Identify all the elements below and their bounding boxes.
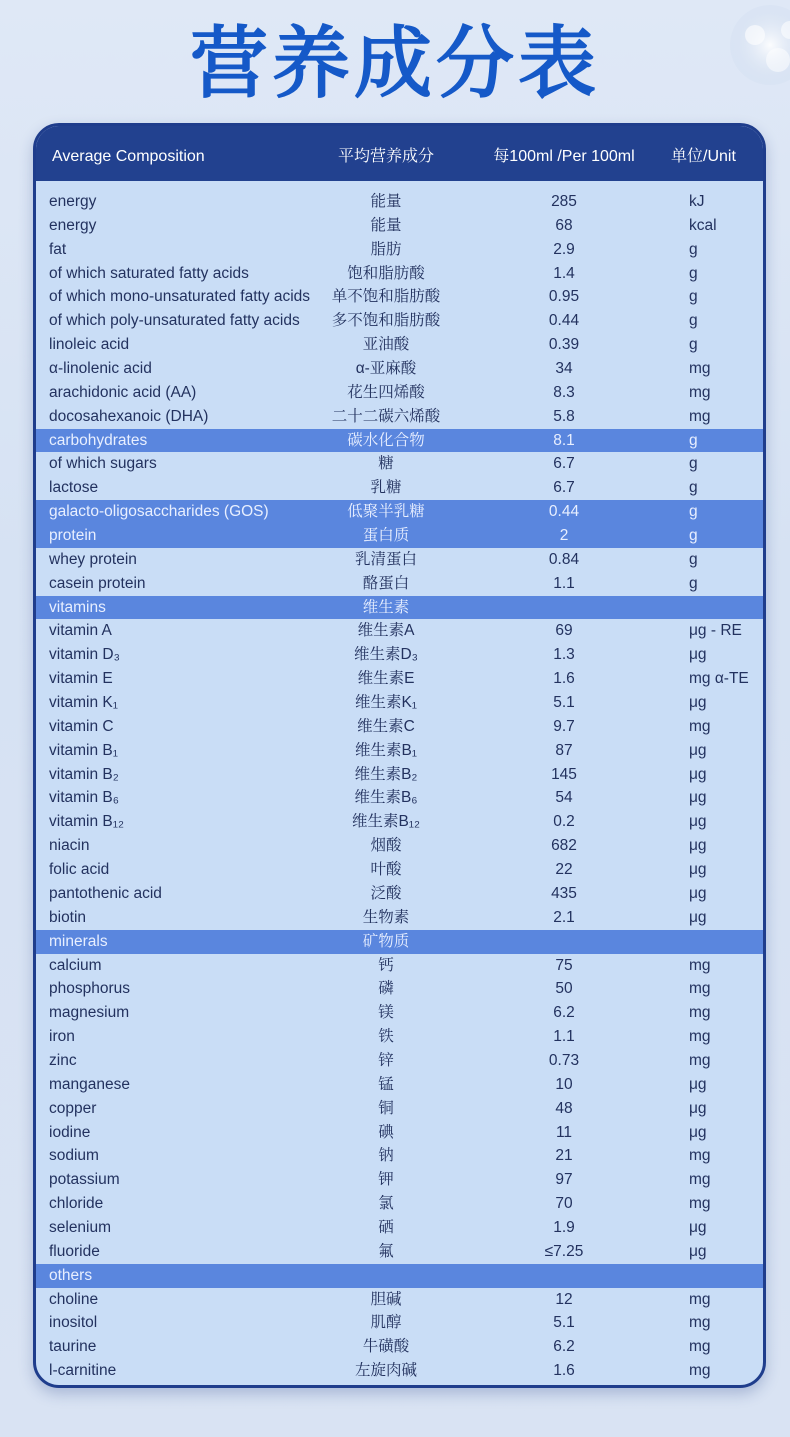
nutrient-unit: g — [689, 312, 698, 330]
nutrient-name: folic acid — [49, 861, 110, 879]
nutrient-name: choline — [49, 1290, 99, 1308]
nutrition-table — [33, 123, 766, 1388]
nutrient-name-cn: 维生素B₁ — [354, 741, 418, 759]
nutrient-unit: μg — [689, 1242, 707, 1260]
nutrient-unit: mg — [689, 1051, 711, 1069]
nutrient-name: carbohydrates — [49, 431, 148, 449]
nutrient-unit: μg — [689, 884, 707, 902]
nutrient-name-cn: 钾 — [378, 1171, 394, 1189]
nutrient-unit: μg — [689, 741, 707, 759]
nutrient-name-cn: 维生素 — [362, 598, 410, 616]
nutrient-unit: mg — [689, 980, 711, 998]
nutrient-value: 2.1 — [553, 908, 575, 926]
nutrient-unit: g — [689, 574, 698, 592]
nutrient-name-cn: 硒 — [378, 1218, 394, 1236]
nutrient-name: vitamin B₂ — [49, 765, 119, 783]
table-row — [36, 190, 763, 214]
nutrient-unit: mg — [689, 1004, 711, 1022]
page-title: 营养成分表 — [189, 19, 600, 109]
table-row — [36, 1073, 763, 1097]
nutrient-value: 0.39 — [548, 336, 580, 354]
table-row — [36, 1168, 763, 1192]
table-row — [36, 262, 763, 286]
table-row — [36, 214, 763, 238]
table-row — [36, 1144, 763, 1168]
nutrient-name-cn: 烟酸 — [370, 837, 402, 855]
nutrient-unit: kJ — [689, 193, 705, 210]
nutrient-name-cn: 钠 — [378, 1147, 394, 1165]
nutrient-name: whey protein — [49, 550, 137, 568]
nutrient-value: 75 — [555, 956, 573, 974]
nutrient-name: potassium — [49, 1171, 120, 1189]
nutrient-name: vitamin E — [49, 670, 113, 688]
nutrient-name: docosahexanoic (DHA) — [49, 407, 209, 425]
nutrient-name-cn: 镁 — [378, 1004, 394, 1022]
nutrient-value: 2 — [559, 527, 569, 545]
nutrient-name: lactose — [49, 479, 99, 497]
nutrient-value: 68 — [555, 216, 573, 234]
nutrient-value: 6.2 — [553, 1004, 575, 1022]
nutrient-name: taurine — [49, 1338, 97, 1356]
nutrient-value: 1.6 — [553, 1362, 575, 1380]
nutrient-unit: g — [689, 503, 698, 521]
nutrient-name-cn: 钙 — [378, 956, 394, 974]
nutrient-name-cn: 磷 — [378, 980, 394, 998]
nutrient-name-cn: 单不饱和脂肪酸 — [331, 288, 441, 306]
nutrient-name: biotin — [49, 908, 87, 926]
nutrient-name: minerals — [49, 932, 108, 950]
nutrient-unit: mg — [689, 1195, 711, 1213]
nutrient-value: 6.2 — [553, 1338, 575, 1356]
nutrient-value: 34 — [555, 360, 573, 378]
nutrient-unit: μg — [689, 861, 707, 879]
nutrient-unit: g — [689, 336, 698, 354]
table-row — [36, 643, 763, 667]
nutrient-name: magnesium — [49, 1004, 130, 1022]
nutrient-name: vitamin A — [49, 622, 112, 640]
nutrient-name: pantothenic acid — [49, 884, 162, 902]
section-header-row — [36, 596, 763, 620]
nutrient-name: of which sugars — [49, 455, 157, 473]
nutrient-unit: mg — [689, 1338, 711, 1356]
nutrient-name: vitamins — [49, 598, 106, 616]
table-row — [36, 548, 763, 572]
nutrient-value: 0.84 — [548, 550, 580, 568]
nutrient-name-cn: 维生素B₆ — [354, 789, 418, 807]
nutrient-value: 22 — [555, 861, 573, 879]
nutrient-name: niacin — [49, 837, 90, 855]
section-header-row — [36, 1264, 763, 1288]
nutrient-value: 21 — [555, 1147, 573, 1165]
nutrient-name: of which saturated fatty acids — [49, 264, 249, 282]
nutrient-unit: g — [689, 288, 698, 306]
nutrient-unit: μg — [689, 908, 707, 926]
table-row — [36, 1192, 763, 1216]
nutrient-unit: mg — [689, 1314, 711, 1332]
nutrient-unit: g — [689, 550, 698, 568]
nutrient-unit: g — [689, 479, 698, 497]
table-row — [36, 977, 763, 1001]
table-row — [36, 1001, 763, 1025]
nutrient-name-cn: 脂肪 — [370, 240, 402, 258]
nutrient-value: 97 — [555, 1171, 573, 1189]
nutrient-value: 0.44 — [548, 503, 580, 521]
nutrient-name-cn: 维生素E — [357, 670, 415, 688]
header-average-composition: Average Composition — [52, 148, 205, 165]
nutrient-name-cn: 饱和脂肪酸 — [347, 264, 425, 282]
nutrient-unit: g — [689, 431, 698, 449]
table-body — [36, 190, 763, 1383]
nutrient-name-cn: 酪蛋白 — [362, 574, 410, 592]
table-row — [36, 572, 763, 596]
nutrient-unit: g — [689, 264, 698, 282]
nutrient-name-cn: 维生素D₃ — [353, 646, 418, 664]
nutrient-unit: μg — [689, 813, 707, 831]
nutrient-name: chloride — [49, 1195, 104, 1213]
table-row — [36, 1216, 763, 1240]
nutrient-name-cn: 胆碱 — [370, 1290, 402, 1308]
nutrient-name: inositol — [49, 1314, 98, 1332]
table-row — [36, 1049, 763, 1073]
nutrient-name: arachidonic acid (AA) — [49, 383, 197, 401]
nutrient-name: casein protein — [49, 574, 146, 592]
table-row — [36, 739, 763, 763]
nutrient-name-cn: 牛磺酸 — [362, 1338, 410, 1356]
nutrient-value: 70 — [555, 1195, 573, 1213]
nutrient-value: 0.44 — [548, 312, 580, 330]
section-header-row — [36, 429, 763, 453]
table-row — [36, 715, 763, 739]
nutrient-unit: μg — [689, 1075, 707, 1093]
nutrient-unit: mg — [689, 360, 711, 378]
nutrient-value: 5.1 — [553, 694, 575, 712]
nutrient-name: l-carnitine — [49, 1362, 117, 1380]
table-row — [36, 1335, 763, 1359]
table-row — [36, 1288, 763, 1312]
nutrient-name: of which mono-unsaturated fatty acids — [49, 288, 311, 306]
nutrient-name: others — [49, 1266, 93, 1284]
table-header — [36, 126, 763, 181]
nutrient-name-cn: 蛋白质 — [362, 527, 410, 545]
nutrient-value: 1.1 — [553, 574, 575, 592]
table-row — [36, 906, 763, 930]
nutrient-unit: mg — [689, 1171, 711, 1189]
nutrient-name: of which poly-unsaturated fatty acids — [49, 312, 300, 330]
nutrient-value: 8.3 — [553, 383, 575, 401]
nutrient-name-cn: 乳糖 — [370, 479, 402, 497]
nutrient-name-cn: 锌 — [378, 1051, 394, 1069]
table-row — [36, 858, 763, 882]
nutrient-name-cn: 二十二碳六烯酸 — [331, 407, 441, 425]
nutrient-name: manganese — [49, 1075, 131, 1093]
table-row — [36, 405, 763, 429]
nutrient-unit: mg — [689, 1290, 711, 1308]
nutrient-unit: g — [689, 455, 698, 473]
section-header-row — [36, 500, 763, 524]
nutrient-name: vitamin B₆ — [49, 789, 119, 807]
nutrient-name-cn: 肌醇 — [370, 1314, 402, 1332]
nutrient-name-cn: 碘 — [378, 1123, 394, 1141]
nutrient-name-cn: 维生素A — [357, 622, 415, 640]
nutrient-name-cn: 花生四烯酸 — [347, 383, 425, 401]
table-row — [36, 1121, 763, 1145]
nutrient-name: selenium — [49, 1218, 112, 1236]
nutrient-unit: g — [689, 527, 698, 545]
table-row — [36, 763, 763, 787]
nutrient-name: galacto-oligosaccharides (GOS) — [49, 503, 269, 521]
nutrient-name: vitamin K₁ — [49, 694, 118, 712]
nutrient-value: 0.73 — [548, 1051, 580, 1069]
nutrient-name: zinc — [49, 1051, 77, 1069]
nutrient-name-cn: 矿物质 — [362, 932, 410, 950]
nutrient-unit: mg — [689, 1028, 711, 1046]
nutrient-name-cn: 铁 — [378, 1028, 394, 1046]
nutrient-name: fluoride — [49, 1242, 100, 1260]
nutrient-name-cn: 糖 — [378, 455, 394, 473]
nutrient-name-cn: 叶酸 — [370, 861, 402, 879]
table-row — [36, 667, 763, 691]
header-per-100ml: 每100ml /Per 100ml — [493, 148, 635, 165]
nutrient-name: vitamin B₁ — [49, 741, 118, 759]
nutrient-name: iodine — [49, 1123, 91, 1141]
nutrient-unit: μg — [689, 837, 707, 855]
nutrient-name: sodium — [49, 1147, 99, 1165]
nutrient-name-cn: 乳清蛋白 — [354, 550, 417, 568]
nutrient-name: phosphorus — [49, 980, 131, 998]
nutrient-value: 69 — [555, 622, 573, 640]
nutrient-unit: mg — [689, 1147, 711, 1165]
nutrient-name: copper — [49, 1099, 97, 1117]
nutrient-value: 50 — [555, 980, 573, 998]
section-header-row — [36, 524, 763, 548]
table-row — [36, 954, 763, 978]
table-row — [36, 619, 763, 643]
table-row — [36, 285, 763, 309]
table-row — [36, 1240, 763, 1264]
nutrient-unit: mg — [689, 383, 711, 401]
nutrient-unit: μg — [689, 765, 707, 783]
nutrient-name-cn: α-亚麻酸 — [355, 360, 417, 378]
nutrient-value: 9.7 — [553, 717, 575, 735]
nutrient-name: α-linolenic acid — [49, 360, 152, 378]
nutrient-unit: μg - RE — [689, 622, 742, 640]
table-row — [36, 1025, 763, 1049]
nutrient-name-cn: 维生素C — [357, 717, 415, 735]
nutrient-value: 1.1 — [553, 1028, 575, 1046]
nutrient-name-cn: 维生素B₁₂ — [351, 813, 421, 831]
header-unit: 单位/Unit — [671, 148, 736, 165]
nutrient-value: 682 — [551, 837, 577, 855]
nutrient-value: 1.9 — [553, 1218, 575, 1236]
table-row — [36, 691, 763, 715]
nutrient-name-cn: 能量 — [370, 216, 402, 234]
nutrient-value: 435 — [551, 884, 577, 902]
nutrient-value: 0.95 — [548, 288, 580, 306]
nutrient-name: calcium — [49, 956, 102, 974]
nutrient-unit: g — [689, 240, 698, 258]
nutrient-name-cn: 锰 — [378, 1075, 394, 1093]
nutrient-value: 5.1 — [553, 1314, 575, 1332]
nutrient-name-cn: 能量 — [370, 193, 402, 210]
table-row — [36, 452, 763, 476]
nutrient-value: 54 — [555, 789, 573, 807]
nutrient-value: 48 — [555, 1099, 573, 1117]
table-row — [36, 786, 763, 810]
table-row — [36, 834, 763, 858]
nutrient-value: 145 — [551, 765, 577, 783]
nutrient-unit: mg — [689, 407, 711, 425]
nutrient-name-cn: 低聚半乳糖 — [347, 503, 425, 521]
table-row — [36, 333, 763, 357]
nutrient-name: energy — [49, 216, 97, 234]
nutrient-value: 12 — [555, 1290, 573, 1308]
table-row — [36, 309, 763, 333]
nutrient-name: vitamin C — [49, 717, 114, 735]
nutrient-value: 6.7 — [553, 455, 575, 473]
nutrient-value: 2.9 — [553, 240, 575, 258]
nutrient-name: energy — [49, 193, 97, 210]
nutrient-name-cn: 氟 — [378, 1242, 394, 1260]
nutrient-name: vitamin B₁₂ — [49, 813, 124, 831]
nutrient-name: linoleic acid — [49, 336, 130, 354]
table-row — [36, 1311, 763, 1335]
nutrient-name-cn: 氯 — [378, 1195, 394, 1213]
nutrient-name: vitamin D₃ — [49, 646, 120, 664]
nutrient-name-cn: 维生素B₂ — [354, 765, 418, 783]
nutrient-value: 0.2 — [553, 813, 575, 831]
nutrient-name: protein — [49, 527, 97, 545]
nutrient-unit: mg — [689, 1362, 711, 1380]
nutrient-value: 1.3 — [553, 646, 575, 664]
table-row — [36, 381, 763, 405]
nutrient-unit: μg — [689, 1218, 707, 1236]
table-row — [36, 882, 763, 906]
nutrient-value: 11 — [555, 1123, 573, 1141]
nutrient-name-cn: 亚油酸 — [362, 336, 410, 354]
nutrient-value: 10 — [555, 1075, 573, 1093]
nutrient-name-cn: 维生素K₁ — [354, 694, 418, 712]
nutrient-value: 1.6 — [553, 670, 575, 688]
nutrient-unit: μg — [689, 694, 707, 712]
nutrient-value: 285 — [551, 193, 577, 210]
nutrient-value: 6.7 — [553, 479, 575, 497]
nutrient-unit: mg — [689, 956, 711, 974]
nutrient-name-cn: 铜 — [378, 1099, 394, 1117]
nutrient-value: 5.8 — [553, 407, 575, 425]
table-row — [36, 1359, 763, 1383]
nutrient-unit: mg — [689, 717, 711, 735]
table-row — [36, 1097, 763, 1121]
nutrient-unit: μg — [689, 1099, 707, 1117]
nutrient-value: 1.4 — [553, 264, 575, 282]
nutrient-unit: μg — [689, 789, 707, 807]
table-row — [36, 810, 763, 834]
nutrient-name-cn: 左旋肉碱 — [354, 1362, 417, 1380]
nutrient-name: fat — [49, 240, 67, 258]
nutrient-unit: kcal — [689, 216, 717, 234]
nutrient-name: iron — [49, 1028, 75, 1046]
nutrient-value: 87 — [555, 741, 573, 759]
nutrient-name-cn: 泛酸 — [370, 884, 402, 902]
nutrient-value: ≤7.25 — [544, 1242, 584, 1260]
nutrient-name-cn: 碳水化合物 — [347, 431, 425, 449]
nutrient-name-cn: 多不饱和脂肪酸 — [331, 312, 441, 330]
header-cn-composition: 平均营养成分 — [337, 148, 434, 165]
nutrient-value: 8.1 — [553, 431, 575, 449]
nutrient-unit: μg — [689, 646, 707, 664]
nutrient-name-cn: 生物素 — [362, 908, 410, 926]
section-header-row — [36, 930, 763, 954]
table-row — [36, 238, 763, 262]
nutrient-unit: μg — [689, 1123, 707, 1141]
nutrient-unit: mg α-TE — [689, 670, 749, 688]
table-row — [36, 357, 763, 381]
table-row — [36, 476, 763, 500]
